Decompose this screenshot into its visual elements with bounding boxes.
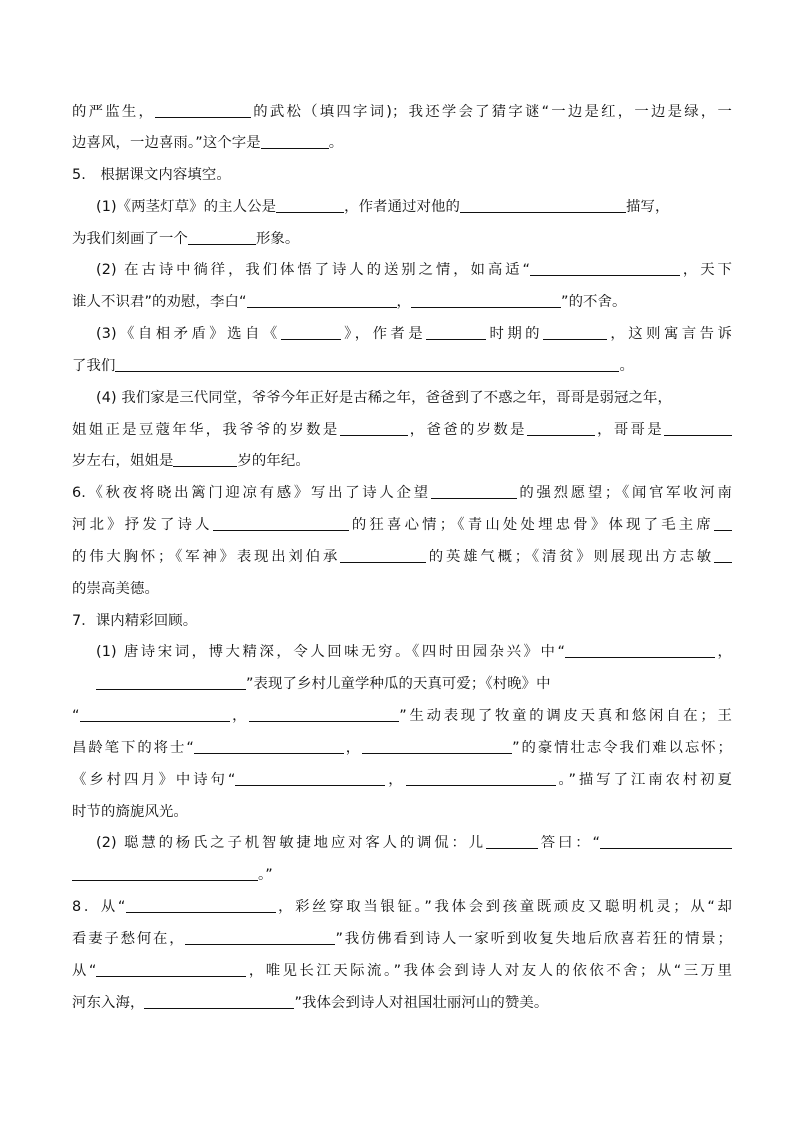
answer-blank[interactable] bbox=[96, 675, 246, 690]
answer-blank[interactable] bbox=[543, 325, 607, 340]
text-line bbox=[72, 961, 732, 981]
text: 的英雄气概；《清贫》则展现出方志敏 bbox=[426, 549, 714, 565]
text: 昌龄笔下的将士“ bbox=[72, 740, 194, 756]
text: ， bbox=[715, 644, 732, 660]
text: ”我体会到诗人对祖国壮丽河山的赞美。 bbox=[294, 995, 549, 1011]
answer-blank[interactable] bbox=[235, 771, 385, 786]
text: 8．从“ bbox=[72, 899, 126, 915]
text-line bbox=[96, 197, 732, 217]
text: ，爸爸的岁数是 bbox=[407, 422, 527, 438]
text-line bbox=[72, 547, 732, 567]
text: 河北》抒发了诗人 bbox=[72, 517, 213, 533]
answer-blank[interactable] bbox=[276, 198, 344, 213]
text-line bbox=[72, 133, 732, 153]
text-line bbox=[72, 292, 732, 312]
text: 的强烈愿望；《闻官军收河南 bbox=[516, 485, 732, 501]
text: (3)《自相矛盾》选自《 bbox=[96, 326, 281, 342]
answer-blank[interactable] bbox=[261, 134, 329, 149]
text: 谁人不识君”的劝慰，李白“ bbox=[72, 294, 247, 310]
text: ”生动表现了牧童的调皮天真和悠闲自在；王 bbox=[399, 708, 732, 724]
text: 边喜风，一边喜雨。”这个字是 bbox=[72, 135, 261, 151]
text-line bbox=[72, 356, 732, 376]
text: 《乡村四月》中诗句“ bbox=[72, 772, 236, 788]
text: (2) 聪慧的杨氏之子机智敏捷地应对客人的调侃：儿 bbox=[96, 835, 486, 851]
text: 描写， bbox=[626, 199, 670, 215]
text: 了我们 bbox=[72, 358, 116, 374]
text-line bbox=[96, 642, 732, 662]
text: 6.《秋夜将晓出篱门迎凉有感》写出了诗人企望 bbox=[72, 485, 431, 501]
text: ，这则寓言告诉 bbox=[607, 326, 732, 342]
answer-blank[interactable] bbox=[115, 357, 619, 372]
text-line bbox=[96, 260, 732, 280]
text: 从“ bbox=[72, 963, 97, 979]
text: (1) 唐诗宋词，博大精深，令人回味无穷。《四时田园杂兴》中“ bbox=[96, 644, 566, 660]
text: ， bbox=[229, 708, 250, 724]
text-line bbox=[72, 802, 732, 822]
text-line bbox=[72, 420, 732, 440]
answer-blank[interactable] bbox=[173, 452, 237, 467]
answer-blank[interactable] bbox=[600, 834, 732, 849]
text-line bbox=[72, 865, 732, 885]
text: ，唯见长江天际流。”我体会到诗人对友人的依依不舍；从“三万里 bbox=[246, 963, 733, 979]
text: 时节的旖旎风光。 bbox=[72, 804, 188, 820]
text: 。”描写了江南农村初夏 bbox=[555, 772, 732, 788]
text: ， bbox=[396, 294, 412, 310]
answer-blank[interactable] bbox=[126, 898, 276, 913]
text: 时期的 bbox=[486, 326, 544, 342]
answer-blank[interactable] bbox=[340, 548, 426, 563]
answer-blank[interactable] bbox=[426, 325, 486, 340]
answer-blank[interactable] bbox=[194, 739, 344, 754]
answer-blank[interactable] bbox=[530, 261, 680, 276]
text: 姐姐正是豆蔻年华，我爷爷的岁数是 bbox=[72, 422, 340, 438]
text-line bbox=[72, 451, 732, 471]
text: 答曰：“ bbox=[538, 835, 600, 851]
text: (2) 在古诗中徜徉，我们体悟了诗人的送别之情，如高适“ bbox=[96, 262, 531, 278]
answer-blank[interactable] bbox=[406, 771, 556, 786]
answer-blank[interactable] bbox=[431, 484, 517, 499]
text: 岁左右，姐姐是 bbox=[72, 453, 174, 469]
answer-blank[interactable] bbox=[340, 421, 408, 436]
text-line bbox=[72, 515, 732, 535]
answer-blank[interactable] bbox=[714, 516, 732, 531]
text: 。 bbox=[328, 135, 344, 151]
answer-blank[interactable] bbox=[155, 103, 251, 118]
text-line bbox=[72, 770, 732, 790]
question-heading bbox=[72, 611, 732, 631]
text-line bbox=[72, 706, 732, 726]
text: ，彩丝穿取当银钲。”我体会到孩童既顽皮又聪明机灵；从“却 bbox=[275, 899, 733, 915]
text: ， bbox=[385, 772, 406, 788]
text: ， bbox=[343, 740, 363, 756]
answer-blank[interactable] bbox=[72, 866, 258, 881]
answer-blank[interactable] bbox=[714, 548, 732, 563]
text: 的伟大胸怀；《军神》表现出刘伯承 bbox=[72, 549, 341, 565]
answer-blank[interactable] bbox=[185, 930, 335, 945]
answer-blank[interactable] bbox=[362, 739, 512, 754]
text: ，作者通过对他的 bbox=[344, 199, 461, 215]
text: 河东入海， bbox=[72, 995, 145, 1011]
text: 》，作者是 bbox=[340, 326, 427, 342]
answer-blank[interactable] bbox=[249, 707, 399, 722]
text-line bbox=[96, 674, 732, 694]
text-line bbox=[72, 897, 732, 917]
text-line bbox=[72, 483, 732, 503]
answer-blank[interactable] bbox=[144, 994, 294, 1009]
text-line bbox=[96, 324, 732, 344]
text: 的崇高美德。 bbox=[72, 581, 159, 597]
answer-blank[interactable] bbox=[486, 834, 538, 849]
text: ”我仿佛看到诗人一家听到收复失地后欣喜若狂的情景； bbox=[335, 931, 732, 947]
text: “ bbox=[72, 708, 80, 724]
text: ”的豪情壮志令我们难以忘怀； bbox=[512, 740, 732, 756]
answer-blank[interactable] bbox=[565, 643, 715, 658]
question-heading bbox=[72, 165, 732, 185]
text: ，哥哥是 bbox=[594, 422, 664, 438]
answer-blank[interactable] bbox=[247, 293, 397, 308]
text-line bbox=[96, 388, 732, 408]
answer-blank[interactable] bbox=[460, 198, 626, 213]
text-line bbox=[72, 993, 732, 1013]
text-line bbox=[72, 229, 732, 249]
text-line bbox=[96, 833, 732, 853]
text: 的武松（填四字词)；我还学会了猜字谜“一边是红，一边是绿，一 bbox=[251, 104, 732, 120]
answer-blank[interactable] bbox=[80, 707, 230, 722]
text-line bbox=[72, 738, 732, 758]
text: 的严监生， bbox=[72, 104, 156, 120]
text: 。 bbox=[619, 358, 634, 374]
text: 7．课内精彩回顾。 bbox=[72, 613, 198, 629]
answer-blank[interactable] bbox=[213, 516, 349, 531]
answer-blank[interactable] bbox=[527, 421, 595, 436]
answer-blank[interactable] bbox=[411, 293, 561, 308]
text: 为我们刻画了一个 bbox=[72, 231, 188, 247]
text: (4) 我们家是三代同堂，爷爷今年正好是古稀之年，爸爸到了不惑之年，哥哥是弱冠之年， bbox=[96, 390, 673, 406]
answer-blank[interactable] bbox=[281, 325, 341, 340]
text: 形象。 bbox=[255, 231, 300, 247]
answer-blank[interactable] bbox=[96, 962, 246, 977]
text-line bbox=[72, 929, 732, 949]
text: 。” bbox=[258, 867, 273, 883]
text-line bbox=[72, 102, 732, 122]
text: (1)《两茎灯草》的主人公是 bbox=[96, 199, 277, 215]
text: 看妻子愁何在， bbox=[72, 931, 186, 947]
text: ”表现了乡村儿童学种瓜的天真可爱；《村晚》中 bbox=[246, 676, 551, 692]
answer-blank[interactable] bbox=[188, 230, 256, 245]
text: 的狂喜心情；《青山处处埋忠骨》体现了毛主席 bbox=[348, 517, 714, 533]
text: ”的不舍。 bbox=[561, 294, 627, 310]
text: ，天下 bbox=[680, 262, 732, 278]
answer-blank[interactable] bbox=[664, 421, 732, 436]
text: 岁的年纪。 bbox=[237, 453, 310, 469]
text-line bbox=[72, 579, 732, 599]
text: 5. 根据课文内容填空。 bbox=[72, 167, 231, 183]
